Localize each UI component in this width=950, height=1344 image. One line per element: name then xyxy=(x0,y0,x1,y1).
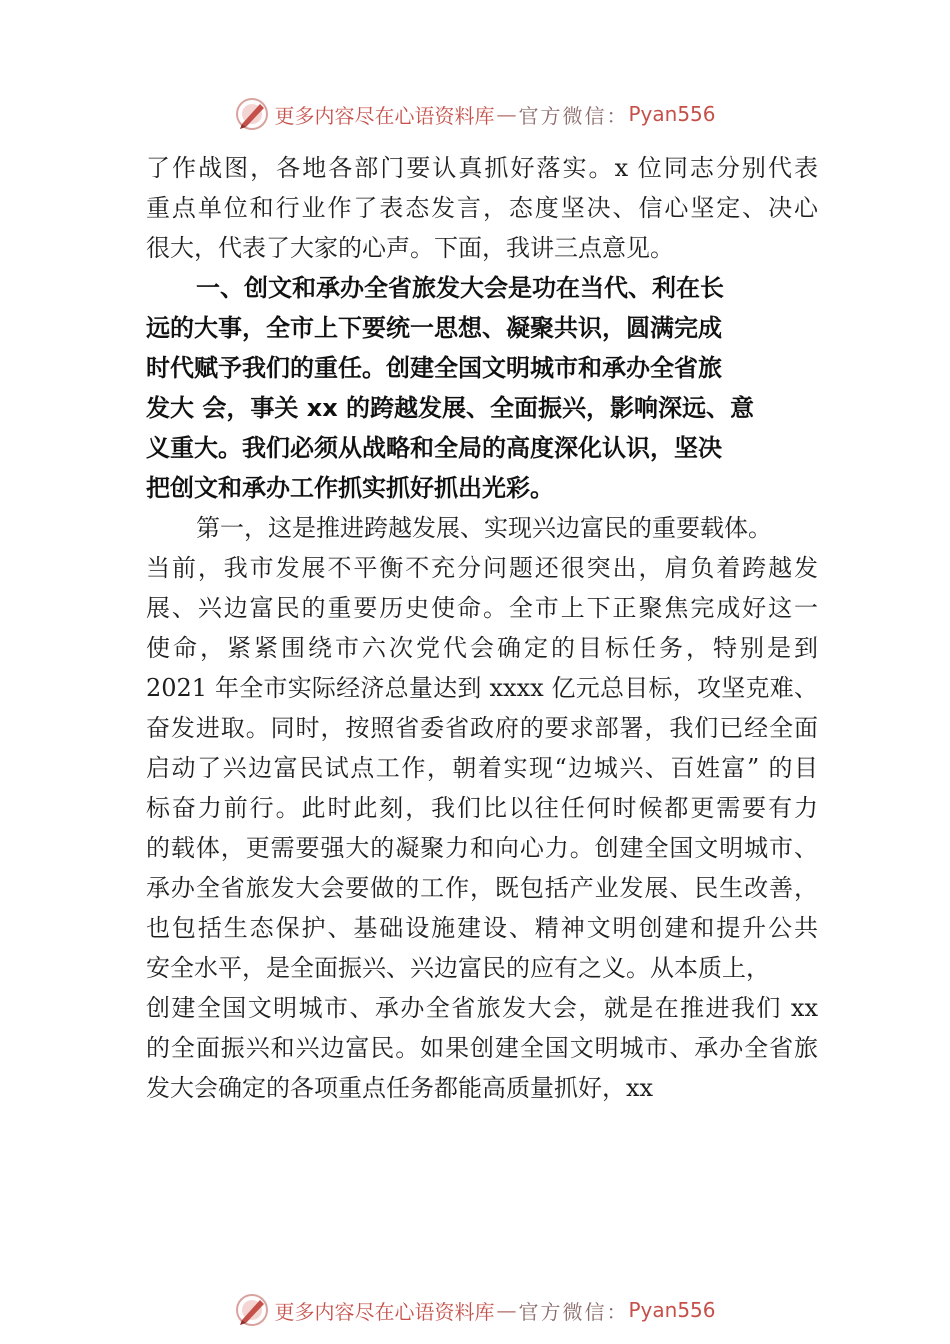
document-body xyxy=(146,148,818,1108)
body-line: 发大会确定的各项重点任务都能高质量抓好，xx xyxy=(146,1074,654,1102)
body-line: 当前，我市发展不平衡不充分问题还很突出，肩负着跨越发 xyxy=(146,554,818,582)
body-line: 安全水平，是全面振兴、兴边富民的应有之义。从本质上， xyxy=(146,954,770,982)
body-line: 2021 年全市实际经济总量达到 xxxx 亿元总目标，攻坚克难、 xyxy=(146,674,818,702)
heading-line: 远的大事，全市上下要统一思想、凝聚共识，圆满完成 xyxy=(146,314,722,342)
brand-text: 更多内容尽在心语资料库 xyxy=(274,1299,495,1324)
body-line: 创建全国文明城市、承办全省旅发大会，就是在推进我们 xx xyxy=(146,994,818,1022)
heading-line: 一、创文和承办全省旅发大会是功在当代、利在长 xyxy=(196,274,724,302)
body-line: 使命，紧紧围绕市六次党代会确定的目标任务，特别是到 xyxy=(146,634,818,662)
heading-line: 义重大。我们必须从战略和全局的高度深化认识，坚决 xyxy=(146,434,722,462)
body-line: 重点单位和行业作了表态发言，态度坚决、信心坚定、决心 xyxy=(146,194,818,222)
body-line: 展、兴边富民的重要历史使命。全市上下正聚焦完成好这一 xyxy=(146,594,818,622)
brand-text: 更多内容尽在心语资料库 xyxy=(274,103,495,128)
pen-logo-icon xyxy=(234,1292,270,1328)
wechat-id: Pyan556 xyxy=(628,1298,716,1322)
footer-banner xyxy=(0,1290,950,1330)
heading-line: 时代赋予我们的重任。创建全国文明城市和承办全省旅 xyxy=(146,354,722,382)
wechat-id: Pyan556 xyxy=(628,102,716,126)
heading-line: 发大 会，事关 xx 的跨越发展、全面振兴，影响深远、意 xyxy=(146,394,755,422)
body-line: 了作战图，各地各部门要认真抓好落实。x 位同志分别代表 xyxy=(146,154,818,182)
body-line: 也包括生态保护、基础设施建设、精神文明创建和提升公共 xyxy=(146,914,818,942)
body-line: 第一，这是推进跨越发展、实现兴边富民的重要载体。 xyxy=(196,514,772,542)
body-line: 启动了兴边富民试点工作，朝着实现“边城兴、百姓富” 的目 xyxy=(146,754,818,782)
body-line: 很大，代表了大家的心声。下面，我讲三点意见。 xyxy=(146,234,674,262)
separator: — xyxy=(496,1298,517,1322)
heading-line: 把创文和承办工作抓实抓好抓出光彩。 xyxy=(146,474,554,502)
body-line: 的载体，更需要强大的凝聚力和向心力。创建全国文明城市、 xyxy=(146,834,818,862)
header-banner xyxy=(0,94,950,134)
wechat-label: 官方微信： xyxy=(518,103,629,128)
body-line: 的全面振兴和兴边富民。如果创建全国文明城市、承办全省旅 xyxy=(146,1034,818,1062)
body-line: 标奋力前行。此时此刻，我们比以往任何时候都更需要有力 xyxy=(146,794,818,822)
body-line: 承办全省旅发大会要做的工作，既包括产业发展、民生改善， xyxy=(146,874,818,902)
body-line: 奋发进取。同时，按照省委省政府的要求部署，我们已经全面 xyxy=(146,714,818,742)
pen-logo-icon xyxy=(234,96,270,132)
separator: — xyxy=(496,102,517,126)
wechat-label: 官方微信： xyxy=(518,1299,629,1324)
